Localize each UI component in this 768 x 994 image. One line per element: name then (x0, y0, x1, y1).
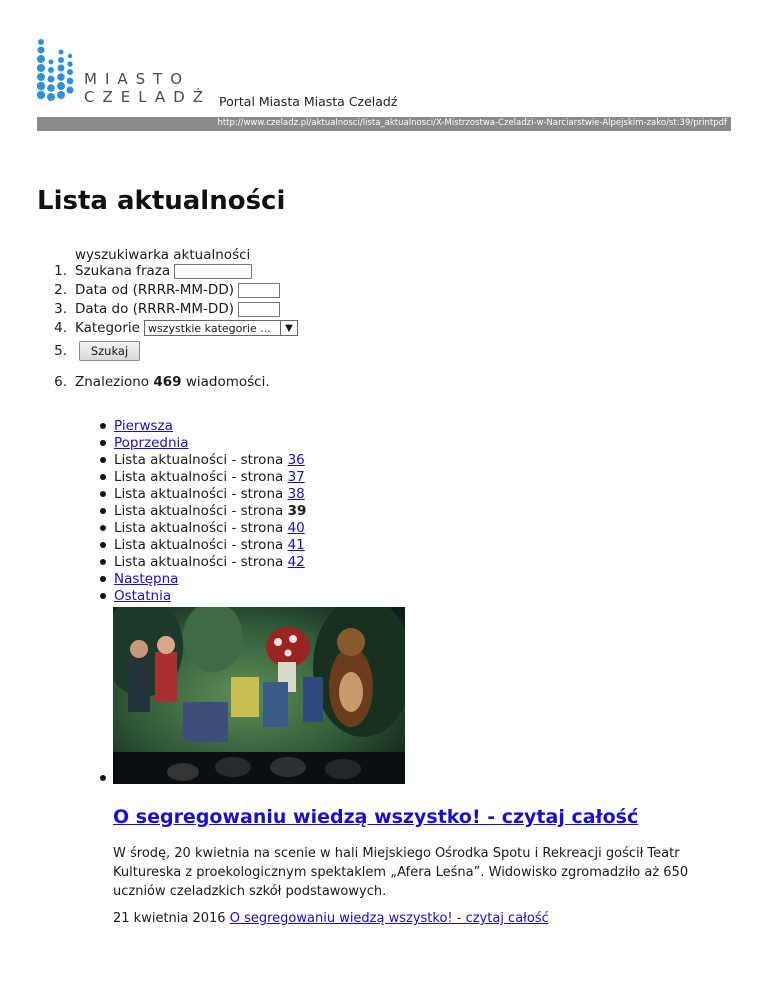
results-suffix: wiadomości. (185, 374, 270, 390)
dropdown-arrow-icon[interactable]: ▼ (280, 321, 297, 335)
page-prefix: Lista aktualności - strona (114, 452, 284, 468)
list-number: 5. (54, 343, 67, 359)
date-from-label: Data od (RRRR-MM-DD) (75, 282, 234, 298)
logo-text-line2: CZELADŹ (84, 88, 212, 106)
pagination-item (100, 503, 306, 519)
url-bar (37, 117, 731, 131)
bullet-icon (100, 491, 106, 497)
search-submit-row (47, 341, 140, 361)
list-number: 2. (54, 282, 67, 298)
article-summary: W środę, 20 kwietnia na scenie w hali Miejskiego Ośrodka Spotu i Rekreacji gościł Teatr Kultureska z proekologicznym spektaklem „Afera Leśna”. Widowisko zgromadziło aż 650 uczniów czeladzkich szkół podstawowych. (113, 846, 689, 899)
bullet-icon (100, 508, 106, 514)
pagination-item (100, 520, 305, 536)
search-phrase-row (47, 263, 252, 279)
bullet-icon (100, 559, 106, 565)
pagination-item (100, 452, 305, 468)
page-link[interactable]: 36 (287, 452, 305, 468)
date-to-input[interactable] (238, 302, 280, 317)
results-row (47, 374, 270, 390)
page-link[interactable]: 42 (287, 554, 305, 570)
bullet-icon (100, 474, 106, 480)
bullet-icon (100, 593, 106, 599)
portal-name: Portal Miasta Miasta Czeladź (219, 94, 398, 109)
article-read-more-link[interactable]: O segregowaniu wiedzą wszystko! - czytaj całość (229, 911, 549, 926)
pagination-item (100, 537, 305, 553)
list-number: 4. (54, 320, 67, 336)
logo-text-line1: MIASTO (84, 70, 191, 88)
date-from-input[interactable] (238, 283, 280, 298)
current-page: 39 (287, 503, 307, 519)
page-prefix: Lista aktualności - strona (114, 503, 284, 519)
page-prefix: Lista aktualności - strona (114, 520, 284, 536)
pagination-item (100, 588, 171, 604)
page-prefix: Lista aktualności - strona (114, 537, 284, 553)
bullet-icon (100, 457, 106, 463)
pagination-item (100, 486, 305, 502)
page-url: http://www.czeladz.pl/aktualnosci/lista_aktualnosci/X-Mistrzostwa-Czeladzi-w-Narciarstwie-Alpejskim-zako/st:39/printpdf (217, 118, 727, 128)
pagination-prev-link[interactable]: Poprzednia (114, 435, 189, 451)
bullet-icon (100, 525, 106, 531)
search-legend: wyszukiwarka aktualności (75, 247, 251, 263)
bullet-icon (100, 576, 106, 582)
page-prefix: Lista aktualności - strona (114, 486, 284, 502)
pagination-item (100, 435, 189, 451)
article-footer (113, 911, 549, 926)
page-prefix: Lista aktualności - strona (114, 554, 284, 570)
date-from-row (47, 282, 280, 298)
list-number: 6. (54, 374, 67, 390)
bullet-icon (100, 775, 106, 781)
results-count: 469 (153, 374, 182, 390)
search-phrase-label: Szukana fraza (75, 263, 171, 279)
pagination-item (100, 554, 305, 570)
page-link[interactable]: 40 (287, 520, 305, 536)
page-link[interactable]: 41 (287, 537, 305, 553)
pagination-item (100, 469, 305, 485)
list-number: 3. (54, 301, 67, 317)
page-prefix: Lista aktualności - strona (114, 469, 284, 485)
article-date: 21 kwietnia 2016 (113, 911, 226, 926)
search-phrase-input[interactable] (174, 264, 252, 279)
search-button[interactable]: Szukaj (79, 341, 140, 361)
date-to-row (47, 301, 280, 317)
pagination-item (100, 418, 173, 434)
pagination-next-link[interactable]: Następna (114, 571, 179, 587)
pagination-first-link[interactable]: Pierwsza (114, 418, 173, 434)
page-link[interactable]: 38 (287, 486, 305, 502)
list-number: 1. (54, 263, 67, 279)
page-title: Lista aktualności (37, 186, 286, 216)
article-title-link[interactable]: O segregowaniu wiedzą wszystko! - czytaj całość (113, 806, 639, 828)
category-row (47, 320, 298, 336)
category-selected-value: wszystkie kategorie ... (147, 321, 271, 335)
pagination-last-link[interactable]: Ostatnia (114, 588, 172, 604)
article-photo[interactable] (113, 607, 405, 784)
bullet-icon (100, 440, 106, 446)
bullet-icon (100, 542, 106, 548)
bullet-icon (100, 423, 106, 429)
city-logo-icon (36, 38, 76, 106)
results-prefix: Znaleziono (75, 374, 150, 390)
category-select[interactable] (144, 320, 298, 336)
page-link[interactable]: 37 (287, 469, 305, 485)
pagination-item (100, 571, 178, 587)
date-to-label: Data do (RRRR-MM-DD) (75, 301, 234, 317)
category-label: Kategorie (75, 320, 140, 336)
